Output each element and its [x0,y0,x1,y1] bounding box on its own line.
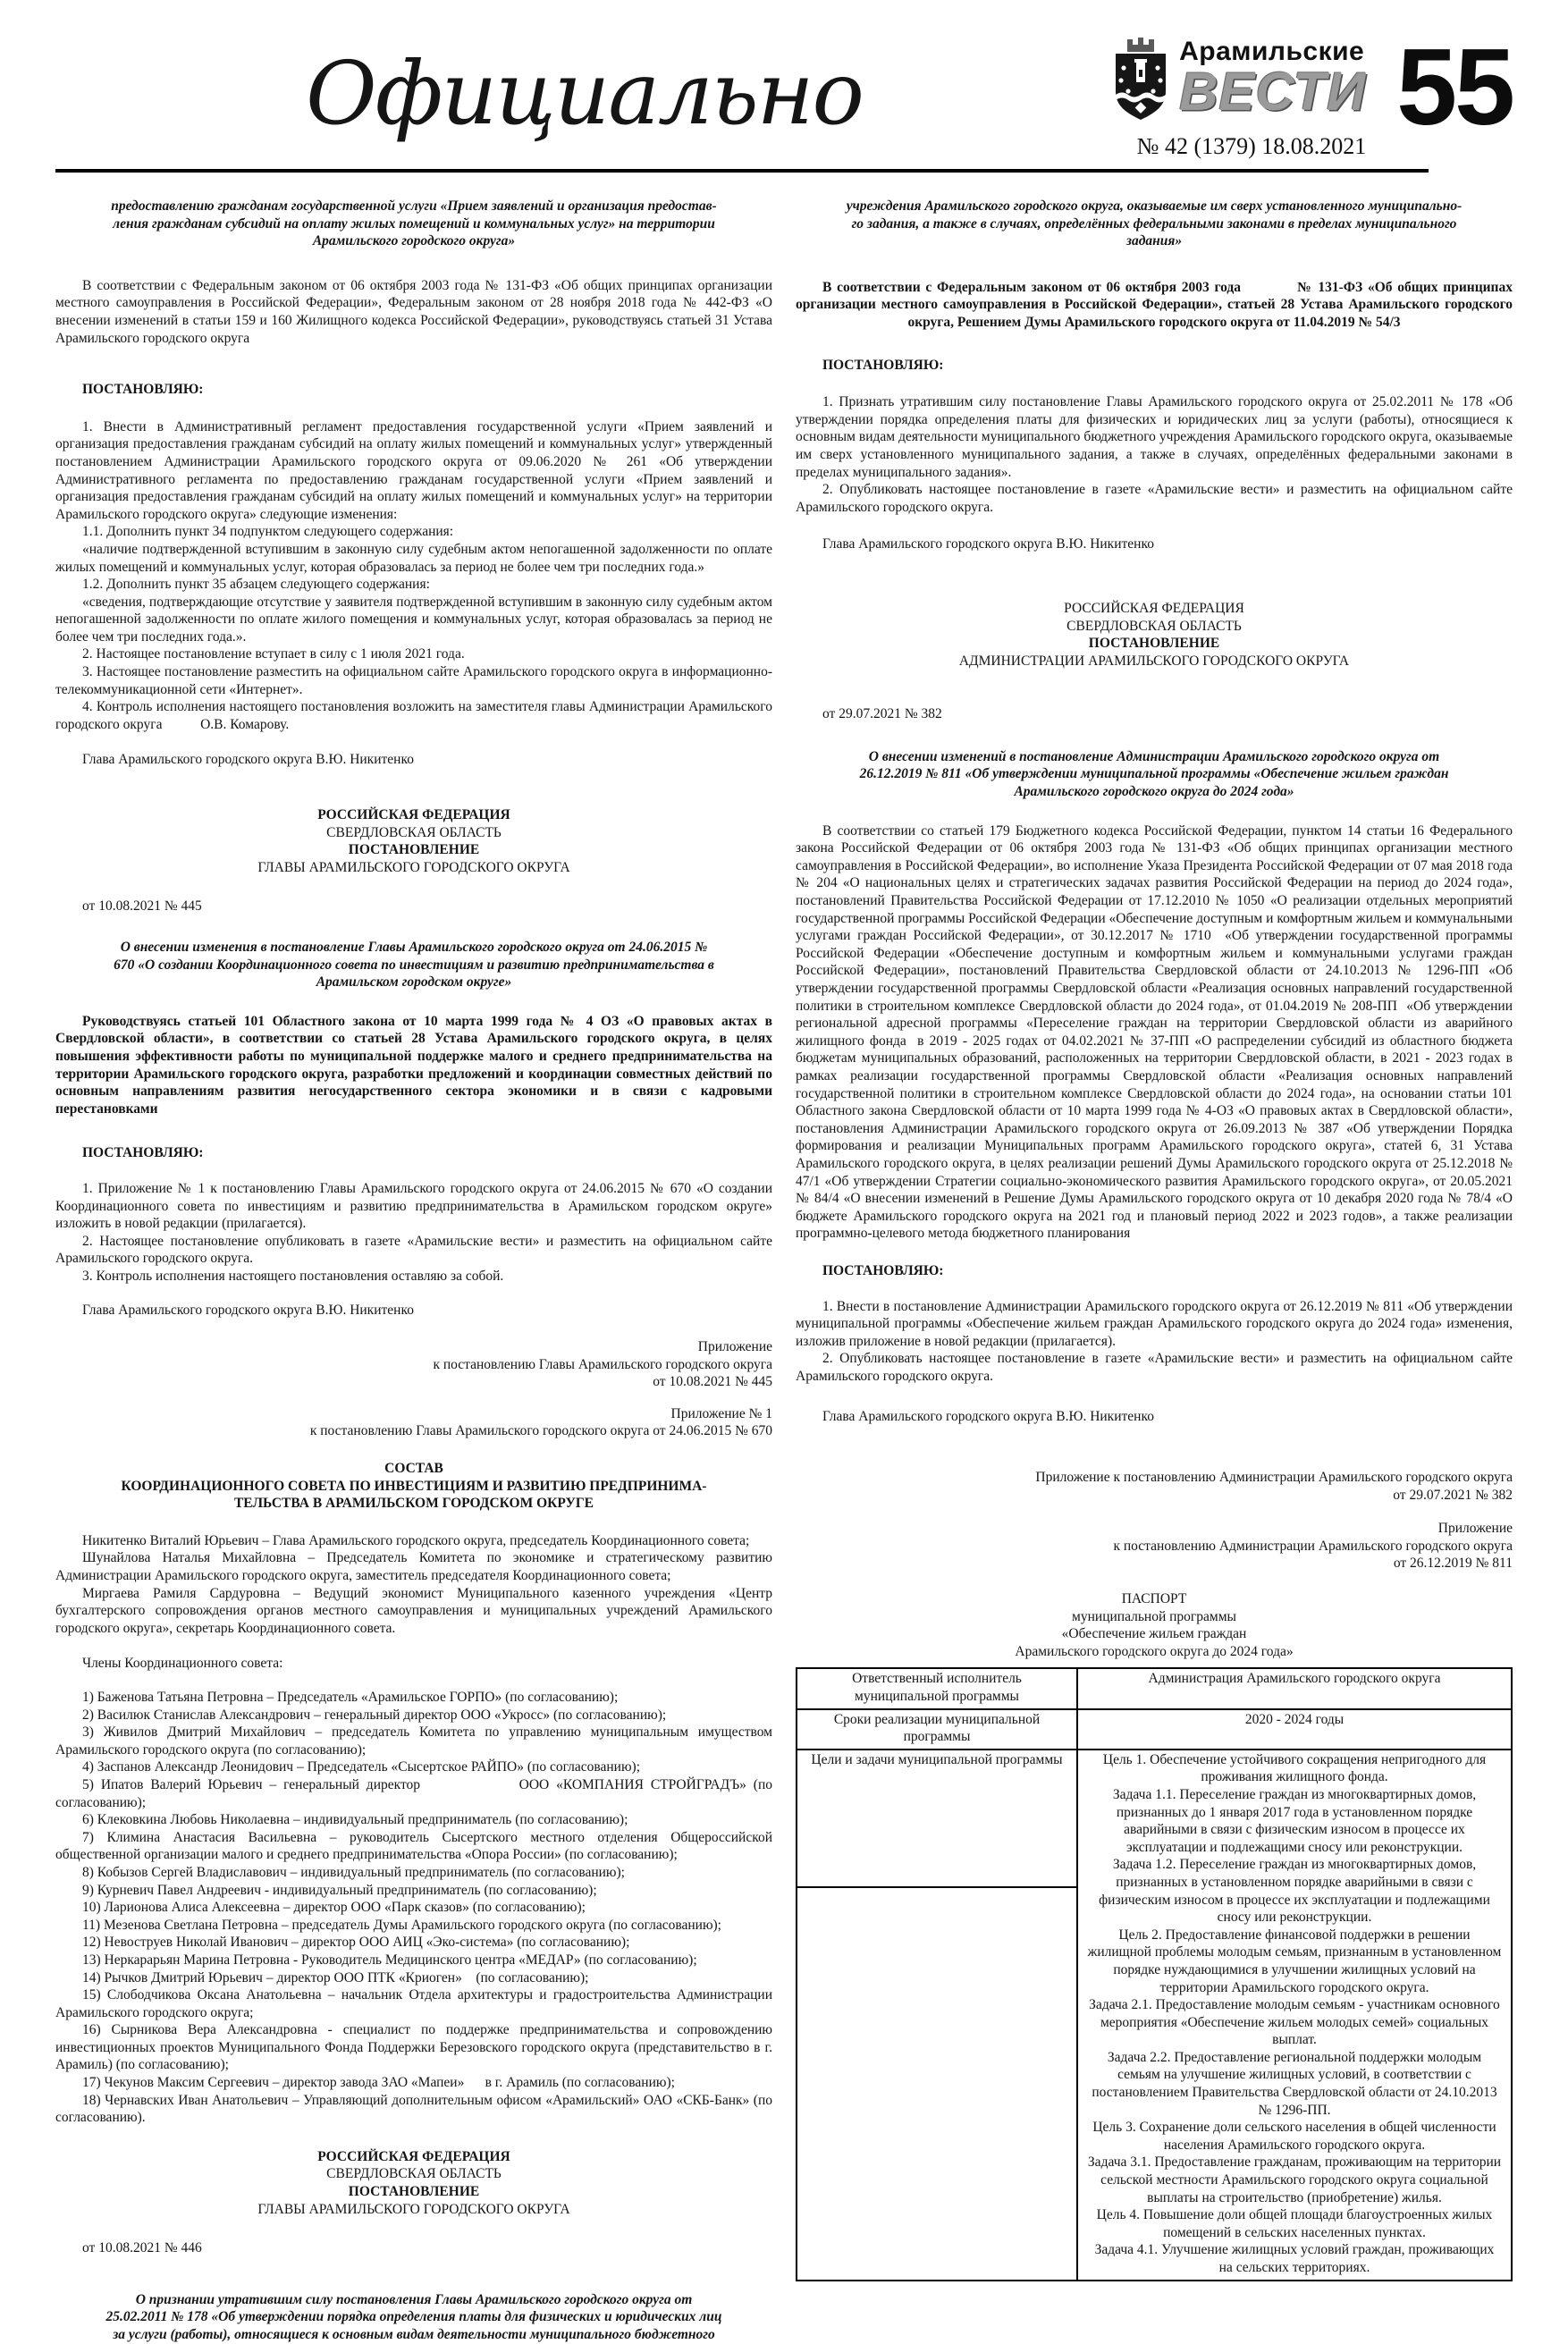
doc-title-continued [796,198,1513,250]
page-number: 55 [1396,26,1513,148]
resolution-label: ПОСТАНОВЛЯЮ: [82,382,204,398]
signature-line: Глава Арамильского городского округа В.Ю. Никитенко [82,752,414,768]
doc-paragraph: В соответствии с Федеральным законом от 06 октября 2003 года № 131-ФЗ «Об общих принципах организации местного самоуправления в Российской Федерации», Федеральным законом от 28 ноября 2018 года № 442-ФЗ «О внесении изменений в статьи 159 и 160 Жилищного кодекса Российской Федерации», руководствуясь статьей 31 Устава Арамильского городского округа [55,277,772,346]
doc-paragraph: 4) Заспанов Александр Леонидович – Председатель «Сысертское РАЙПО» (по согласованию); [82,1759,641,1775]
doc-paragraph: 2. Опубликовать настоящее постановление в газете «Арамильские вести» и разместить на официальном сайте Арамильского городского округа. [796,1351,1513,1384]
doc-paragraph-bold: В соответствии с Федеральным законом от 06 октября 2003 года № 131-ФЗ «Об общих принципах организации местного самоуправления в Российской Федерации», статьей 28 Устава Арамильского городского округа, Решением Думы Арамильского городского округа от 11.04.2019 № 54/3 [796,279,1513,330]
doc-line: СВЕРДЛОВСКАЯ ОБЛАСТЬ [326,2166,502,2182]
doc-line: 26.12.2019 № 811 «Об утверждении муниципальной программы «Обеспечение жильем граждан [859,766,1449,782]
doc-paragraph: 14) Рычков Дмитрий Юрьевич – директор ООО ПТК «Криоген» (по согласованию); [82,1969,589,1986]
doc-paragraph: 2. Опубликовать настоящее постановление в газете «Арамильские вести» и разместить на официальном сайте Арамильского городского округа. [796,482,1513,515]
doc-line: Арамильском городском округе» [316,974,512,991]
goals-item: Цель 3. Сохранение доли сельского населения в общей численности населения Арамильского городского округа. [1092,2120,1496,2153]
doc-paragraph: 3. Настоящее постановление разместить на официальном сайте Арамильского городского округа в информационно-телекоммуникационной сети «Интернет». [55,664,772,697]
doc-paragraph: 1.2. Дополнить пункт 35 абзацем следующего содержания: [82,577,430,593]
doc-line: за услуги (работы), относящиеся к основным видам деятельности муниципального бюджетного [113,2327,715,2342]
doc-line: к постановлению Главы Арамильского городского округа [433,1356,772,1372]
doc-line: задания» [1125,233,1183,249]
doc-line: Арамильского городского округа» [312,233,516,249]
doc-paragraph: 1. Приложение № 1 к постановлению Главы Арамильского городского округа от 24.06.2015 № 670 «О создании Координационного совета по инвестициям и развитию предпринимательства в Арамильском городском округе» изложить в новой редакции (прилагается). [55,1180,772,1232]
doc-paragraph: 13) Неркарарьян Марина Петровна - Руководитель Медицинского центра «МЕДАР» (по согласованию); [82,1952,697,1968]
doc-paragraph: 2) Василюк Станислав Александрович – генеральный директор ООО «Укросс» (по согласованию); [82,1707,667,1723]
doc-line: РОССИЙСКАЯ ФЕДЕРАЦИЯ [317,807,510,823]
doc-paragraph: 1. Признать утратившим силу постановление Главы Арамильского городского округа от 25.02.2011 № 178 «Об утверждении порядка определения платы для физических и юридических лиц за услуги (работы), относящиеся к основным видам деятельности муниципального бюджетного учреждения Арамильского городского округа, оказываемые им сверх установленного муниципального задания, а также в случаях, определённых федеральными законами в пределах муниципального задания». [796,394,1513,480]
doc-title-italic [55,2291,772,2344]
doc-line: ГЛАВЫ АРАМИЛЬСКОГО ГОРОДСКОГО ОКРУГА [257,2201,570,2217]
doc-paragraph: Никитенко Виталий Юрьевич – Глава Арамильского городского округа, председатель Координационного совета; [82,1532,750,1548]
goals-item: Задача 3.1. Предоставление гражданам, проживающим на территории сельской местности Арамильского городского округа социальной выплаты на строительство (приобретение) жилья. [1087,2154,1502,2205]
signature-line: Глава Арамильского городского округа В.Ю. Никитенко [822,1409,1154,1425]
passport-heading [796,1590,1513,1660]
doc-line: ТЕЛЬСТВА В АРАМИЛЬСКОМ ГОРОДСКОМ ОКРУГЕ [233,1496,594,1512]
brand-name-bottom: ВЕСТИ [1179,61,1367,122]
doc-line: КООРДИНАЦИОННОГО СОВЕТА ПО ИНВЕСТИЦИЯМ И РАЗВИТИЮ ПРЕДПРИНИМА- [121,1478,707,1494]
doc-paragraph: 10) Ларионова Алиса Алексеевна – директор ООО «Парк сказов» (по согласованию); [82,1900,586,1916]
doc-paragraph: Миргаева Рамиля Сардуровна – Ведущий экономист Муниципального казенного учреждения «Центр бухгалтерского сопровождения органов местного самоуправления и муниципальных учреждений Арамильского городского округа», секретарь Координационного совета. [55,1585,772,1636]
doc-line: к постановлению Администрации Арамильского городского округа [1113,1538,1513,1554]
goals-item: Задача 1.1. Переселение граждан из многоквартирных домов, признанных до 1 января 2017 года в установленном порядке аварийными в связи с физическим износом в процессе их эксплуатации и подлежащими сносу или реконструкции. [1112,1786,1477,1855]
doc-paragraph: 12) Невоструев Николай Иванович – директор ООО АИЦ «Эко-система» (по согласованию); [82,1935,630,1951]
doc-heading [796,600,1513,670]
doc-line: О внесении изменения в постановление Главы Арамильского городского округа от 24.06.2015 № [120,940,708,955]
doc-date: от 10.08.2021 № 445 [82,898,202,915]
doc-heading [55,2148,772,2218]
signature-line: Глава Арамильского городского округа В.Ю. Никитенко [82,1302,414,1318]
doc-paragraph: 6) Клековкина Любовь Николаевна – индивидуальный предприниматель (по согласованию); [82,1812,628,1828]
doc-paragraph: Члены Координационного совета: [82,1656,283,1672]
table-cell-label: Ответственный исполнитель муниципальной программы [797,1668,1077,1708]
doc-paragraph: 3) Живилов Дмитрий Михайлович – председатель Комитета по управлению муниципальным имуществом Арамильского городского округа (по согласованию); [55,1724,772,1758]
appendix-ref [55,1338,772,1391]
doc-date: от 10.08.2021 № 446 [82,2240,202,2256]
doc-line: от 26.12.2019 № 811 [1393,1556,1513,1572]
doc-paragraph: «наличие подтвержденной вступившим в законную силу судебным актом непогашенной задолженности по оплате жилых помещений и коммунальных услуг, которая образовалась за период не более чем три последних года.» [55,541,772,575]
left-column [55,192,772,2344]
doc-paragraph: 1. Внести в постановление Администрации Арамильского городского округа от 26.12.2019 № 811 «Об утверждении муниципальной программы «Обеспечение жильем граждан Арамильского городского округа до 2024 года» изменения, изложив приложение в новой редакции (прилагается). [796,1298,1513,1349]
coat-of-arms-icon [1113,38,1168,128]
doc-line: муниципальной программы [1072,1608,1236,1624]
doc-paragraph: 2. Настоящее постановление опубликовать в газете «Арамильские вести» и разместить на официальном сайте Арамильского городского округа. [55,1233,772,1267]
appendix-ref [55,1405,772,1440]
doc-line: к постановлению Главы Арамильского городского округа от 24.06.2015 № 670 [309,1423,772,1439]
goals-item: Задача 2.1. Предоставление молодым семьям - участникам основного мероприятия «Обеспечение жильем молодых семей» социальных выплат. [1089,1997,1500,2048]
right-column [796,192,1513,2344]
doc-paragraph: 8) Кобызов Сергей Владиславович – индивидуальный предприниматель (по согласованию); [82,1864,625,1880]
doc-paragraph: 4. Контроль исполнения настоящего постановления возложить на заместителя главы Администрации Арамильского городского округа О.В. Комарову. [55,699,772,732]
document-body [0,173,1568,2344]
goals-item: Задача 1.2. Переселение граждан из многоквартирных домов, признанных в установленном порядке аварийными в связи с физическим износом в процессе их эксплуатации и подлежащими сносу или реконструкции. [1099,1857,1490,1926]
doc-title-italic [55,939,772,991]
resolution-label: ПОСТАНОВЛЯЮ: [822,357,944,373]
doc-line: ПОСТАНОВЛЕНИЕ [348,842,480,858]
doc-paragraph: В соответствии со статьей 179 Бюджетного кодекса Российской Федерации, пунктом 14 статьи 16 Федерального закона Российской Федерации от 06 октября 2003 года № 131-ФЗ «Об общих принципах организации местного самоуправления в Российской Федерации», во исполнение Указа Президента Российской Федерации от 07 мая 2018 года № 204 «О национальных целях и стратегических задачах развития Российской Федерации на период до 2024 года», постановлений Правительства Российской Федерации от 17.12.2010 № 1050 «О реализации отдельных мероприятий государственной программы Российской Федерации «Обеспечение доступным и комфортным жильем и коммунальными услугами граждан Российской Федерации», от 30.12.2017 № 1710 «Об утверждении государственной программы Российской Федерации «Обеспечение доступным и комфортным жильем и коммунальными услугами граждан Российской Федерации», постановлений Правительства Свердловской области от 24.10.2013 № 1296-ПП «Об утверждении государственной программы Свердловской области «Реализация основных направлений государственной политики в строительном комплексе Свердловской области до 2024 года», от 01.04.2019 № 208-ПП «Об утверждении региональной адресной программы «Переселение граждан на территории Свердловской области из аварийного жилищного фонда в 2019 - 2025 годах от 04.02.2021 № 37-ПП «О распределении субсидий из областного бюджета бюджетам муниципальных образований, расположенных на территории Свердловской области, в 2021 - 2023 годах в рамках реализации государственной программы Свердловской области «Реализация основных направлений государственной политики в строительном комплексе Свердловской области до 2024 года», на основании статьи 101 Областного закона Свердловской области от 10 марта 1999 года № 4-ОЗ «О правовых актах в Свердловской области», постановления Администрации Арамильского городского округа от 26.09.2013 № 387 «Об утверждении Порядка формирования и реализации Муниципальных программ Арамильского городского округа», статей 6, 31 Устава Арамильского городского округа, в целях реализации решений Думы Арамильского городского округа от 25.12.2018 № 47/1 «Об утверждении Стратегии социально-экономического развития Арамильского городского округа», от 20.05.2021 № 84/4 «О внесении изменений в Решение Думы Арамильского городского округа от 10 декабря 2020 года № 78/4 «О бюджете Арамильского городского округа на 2021 год и плановый период 2022 и 2023 годов», а также реализации программно-целевого метода бюджетного планирования [796,822,1513,1242]
doc-line: О признании утратившим силу постановления Главы Арамильского городского округа от [135,2291,693,2307]
passport-table [796,1667,1513,2281]
doc-line: предоставлению гражданам государственной услуги «Прием заявлений и организация предостав- [111,198,717,214]
doc-line: О внесении изменений в постановление Администрации Арамильского городского округа от [868,748,1440,764]
doc-line: 25.02.2011 № 178 «Об утверждении порядка определения платы для физических и юридических лиц [105,2309,722,2325]
goals-item: Цель 4. Повышение доли общей площади благоустроенных жилых помещений в сельских населенных пунктах. [1096,2207,1493,2240]
goals-item: Цель 2. Предоставление финансовой поддержки в решении жилищной проблемы молодым семьям, признанным в установленном порядке нуждающимися в улучшении жилищных условий на территории Арамильского городского округа. [1087,1927,1502,1995]
doc-paragraph: 3. Контроль исполнения настоящего постановления оставляю за собой. [82,1268,504,1284]
table-cell-label: Цели и задачи муниципальной программы [797,1750,1077,1887]
table-row [797,1668,1512,1708]
doc-paragraph: 9) Курневич Павел Андреевич - индивидуальный предприниматель (по согласованию); [82,1882,597,1898]
doc-line: «Обеспечение жильем граждан [1061,1626,1247,1642]
doc-paragraph: 1. Внести в Административный регламент предоставления государственной услуги «Прием заявлений и организация предоставления гражданам субсидий на оплату жилых помещений и коммунальных услуг» утвержденный постановлением Администрации Арамильского городского округа от 09.06.2020 № 261 «Об утверждении Административного регламента по предоставлению гражданам государственной услуги «Прием заявлений и организация предоставления гражданам субсидий на оплату жилых помещений и коммунальных услуг» на территории Арамильского городского округа» следующие изменения: [55,418,772,522]
doc-heading [55,806,772,876]
doc-line: Приложение к постановлению Администрации Арамильского городского округа [1035,1470,1513,1486]
resolution-label: ПОСТАНОВЛЯЮ: [82,1145,204,1161]
doc-line: Приложение № 1 [670,1405,772,1421]
doc-line: СОСТАВ [384,1461,443,1477]
goals-item: Цель 1. Обеспечение устойчивого сокращения непригодного для проживания жилищного фонда. [1102,1751,1487,1785]
doc-title-italic [796,748,1513,801]
doc-line: учреждения Арамильского городского округа, оказываемые им сверх установленного муниципально- [846,198,1463,214]
doc-line: СВЕРДЛОВСКАЯ ОБЛАСТЬ [1066,618,1242,634]
resolution-label: ПОСТАНОВЛЯЮ: [822,1262,944,1278]
doc-paragraph: 18) Чернавских Иван Анатольевич – Управляющий дополнительным офисом «Арамильский» ОАО «СКБ-Банк» (по согласованию). [55,2092,772,2126]
table-cell-empty [797,1887,1077,2281]
section-title: Официально [306,43,863,144]
doc-paragraph: 16) Сырникова Вера Александровна - специалист по поддержке предпринимательства и сопровождению инвестиционных проектов Муниципального Фонда Поддержки Березовского городского округа (представительство в г. Арамиль) (по согласованию); [55,2022,772,2073]
doc-paragraph: 1) Баженова Татьяна Петровна – Председатель «Арамильское ГОРПО» (по согласованию); [82,1690,619,1705]
doc-paragraph: 7) Климина Анастасия Васильевна – руководитель Сысертского местного отделения Общероссийской общественной организации малого и среднего предпринимательства «Опора России» (по согласованию); [55,1829,772,1863]
doc-line: Приложение [697,1339,772,1355]
brand-name-top: Арамильские [1179,37,1365,66]
doc-line: ГЛАВЫ АРАМИЛЬСКОГО ГОРОДСКОГО ОКРУГА [257,859,570,875]
doc-date: от 29.07.2021 № 382 [822,706,942,722]
doc-paragraph: 2. Настоящее постановление вступает в силу с 1 июля 2021 года. [82,646,465,662]
doc-line: Арамильского городского округа до 2024 года» [1015,1643,1294,1659]
doc-line: от 10.08.2021 № 445 [653,1374,772,1390]
doc-heading [55,1460,772,1513]
newspaper-logo [1113,38,1366,160]
doc-line: от 29.07.2021 № 382 [1393,1487,1513,1503]
doc-paragraph: 5) Ипатов Валерий Юрьевич – генеральный директор ООО «КОМПАНИЯ СТРОЙГРАДЪ» (по согласованию); [55,1776,772,1810]
doc-paragraph: 15) Слободчикова Оксана Анатольевна – начальник Отдела архитектуры и градостроительства Администрации Арамильского городского округа; [55,1987,772,2020]
goals-item: Задача 2.2. Предоставление региональной поддержки молодым семьям на улучшение жилищных условий, в соответствии с постановлением Правительства Свердловской области от 24.10.2013 № 1296-ПП. [1092,2049,1497,2118]
doc-line: АДМИНИСТРАЦИИ АРАМИЛЬСКОГО ГОРОДСКОГО ОКРУГА [958,653,1350,669]
doc-paragraph: «сведения, подтверждающие отсутствие у заявителя подтвержденной вступившим в законную силу судебным актом непогашенной задолженности по оплате жилого помещения и коммунальных услуг, которая образовалась за период не более чем три последних года.». [55,594,772,645]
doc-line: го задания, а также в случаях, определённых федеральными законами в пределах муниципального [851,215,1457,232]
table-row [797,1709,1512,1750]
issue-number: № 42 (1379) 18.08.2021 [1136,133,1367,159]
doc-paragraph: 17) Чекунов Максим Сергеевич – директор завода ЗАО «Мапеи» в г. Арамиль (по согласованию); [82,2075,675,2091]
goals-item: Задача 4.1. Улучшение жилищных условий граждан, проживающих на сельских территориях. [1094,2242,1495,2275]
doc-line: РОССИЙСКАЯ ФЕДЕРАЦИЯ [317,2148,510,2164]
appendix-ref [796,1520,1513,1573]
table-cell-value: Администрация Арамильского городского округа [1077,1668,1512,1708]
doc-title-continued [55,198,772,250]
doc-line: Приложение [1437,1521,1513,1537]
doc-line: ПОСТАНОВЛЕНИЕ [348,2184,480,2200]
masthead [0,0,1568,160]
signature-line: Глава Арамильского городского округа В.Ю. Никитенко [822,536,1154,552]
doc-line: ления гражданам субсидий на оплату жилых помещений и коммунальных услуг» на территории [113,215,715,232]
doc-line: 670 «О создании Координационного совета по инвестициям и развитию предпринимательства в [114,957,714,973]
table-cell-label: Сроки реализации муниципальной программы [797,1709,1077,1750]
doc-paragraph: Шунайлова Наталья Михайловна – Председатель Комитета по экономике и стратегическому развитию Администрации Арамильского городского округа, заместитель председателя Координационного совета; [55,1550,772,1584]
table-row [797,1750,1512,1887]
doc-line: ПОСТАНОВЛЕНИЕ [1088,636,1220,652]
table-cell-goals [1077,1750,1512,2281]
table-cell-value: 2020 - 2024 годы [1077,1709,1512,1750]
doc-paragraph-bold: Руководствуясь статьей 101 Областного закона от 10 марта 1999 года № 4 ОЗ «О правовых актах в Свердловской области», в соответствии со статьей 28 Устава Арамильского городского округа, в целях повышения эффективности работы по муниципальной поддержке малого и среднего предпринимательства на территории Арамильского городского округа, разработки предложений и координации совместных действий по основным направлениям развития негосударственного сектора экономики и в связи с кадровыми перестановками [55,1013,772,1117]
doc-line: Арамильского городского округа до 2024 года» [1014,784,1294,800]
doc-paragraph: 1.1. Дополнить пункт 34 подпунктом следующего содержания: [82,524,454,540]
doc-line: ПАСПОРТ [1121,1591,1187,1607]
doc-line: СВЕРДЛОВСКАЯ ОБЛАСТЬ [326,824,502,840]
appendix-ref [796,1469,1513,1504]
doc-line: РОССИЙСКАЯ ФЕДЕРАЦИЯ [1064,600,1244,616]
doc-paragraph: 11) Мезенова Светлана Петровна – председатель Думы Арамильского городского округа (по согласованию); [82,1917,721,1933]
